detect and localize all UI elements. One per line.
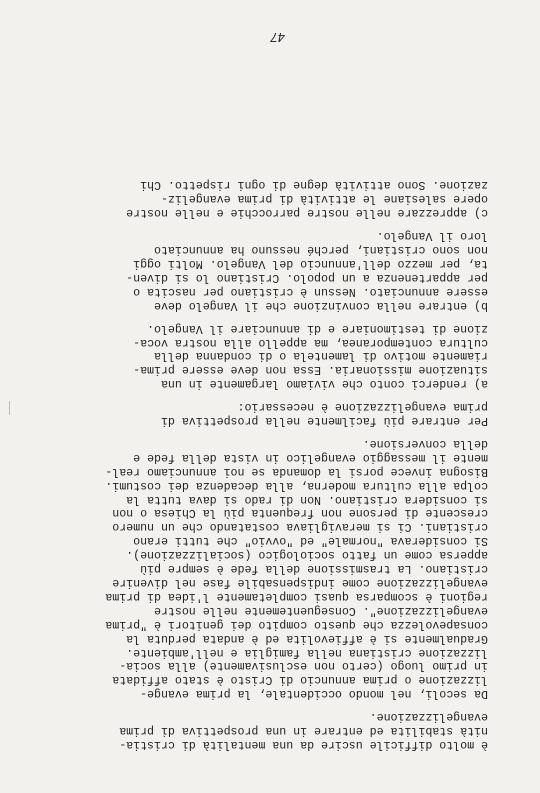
text-line: è molto difficile uscire da una mentalità di cristia- [119,738,488,751]
text-line: opere salesiane le attività di prima evangeliz- [161,192,488,206]
text-line: prima evangelizzazione è necessario: [237,400,488,414]
text-line: consapevolezza che questo compito dei genitori è "prima [105,617,488,631]
text-line: regioni è scomparsa quasi completamente l'idea di prima [105,589,488,603]
text-line: Gradualmente si è affievolita ed è andata perduta la [126,631,488,645]
text-line: mente il messaggio evangelico in vista della fede e [133,450,488,464]
text-line: zione di testimoniare e di annunciare il Vangelo. [147,321,488,335]
page-number: 47 [270,30,285,45]
paragraph-gap [68,390,488,399]
text-line: della conversione. [362,436,488,450]
text-line: evangelizzazione. [369,710,488,724]
text-line: cristiano. La trasmissione della fede è sempre più [140,562,488,576]
text-line: crescente di persone non frequenta più la Chiesa o non [112,506,488,520]
text-line: cultura contemporanea, ma appello alla nostra voca- [133,335,488,349]
text-line: Da secoli, nel mondo occidentale, la prima evange- [140,687,488,701]
body-text [68,178,488,751]
text-line: ta, per mezzo dell'annuncio del Vangelo. Molti oggi [133,257,488,270]
text-line: colpa alla cultura moderna, alla decadenza dei costumi. [105,478,488,492]
text-line: Bisogna invece porsi la domanda se noi annunciamo real- [105,464,488,478]
text-line: c) apprezzare nelle nostre parrocchie e nelle nostre [126,206,488,220]
text-line: essere annunciato. Nessun è cristiano per nascita o [133,284,488,298]
text-line: nità stabilita ed entrare in una prospettiva di prima [119,724,488,738]
paragraph-gap [68,219,488,228]
text-line: riamente motivo di lamentela o di condanna della [154,349,488,363]
text-line: si considera cristiano. Non di rado si dava tutta la [126,492,488,506]
text-line: b) entrare nella convinzione che il Vangelo deve [154,298,488,312]
paragraph-gap [68,700,488,709]
text-line: cristiani. Ci si meravigliava costatando che un numero [112,520,488,534]
paragraph-gap [68,427,488,436]
text-line: Si consideravа "normale" ed "ovvio" che tutti erano [133,534,488,548]
text-line: per appartenenza a un popolo. Cristiano lo si diven- [126,270,488,284]
text-line: in primo luogo (certo non esclusivamente) alla socia- [119,659,488,673]
text-line: lizzazione cristiana nella famiglia e nell'ambiente. [126,645,488,659]
text-line: evangelizzazione come indispensabile fase nel divenire [112,576,488,590]
text-line: situazione missionaria. Essa non deve essere prima- [133,363,488,377]
text-line: evangelizzazione". Conseguentemente nelle nostre [154,603,488,617]
text-line: loro il Vangelo. [376,229,488,243]
text-line: a) renderci conto che viviamo largamente in una [161,377,488,391]
margin-mark [9,401,18,415]
text-line: zazione. Sono attività degne di ogni rispetto. Chi [140,178,488,192]
text-line: Per entrare più facilmente nella prospettiva di [161,414,488,428]
text-line: appersa come un fatto sociologico (socializzazione). [126,548,488,562]
paragraph-gap [68,312,488,321]
text-line: non sono cristiani, perché nessuno ha annunciato [154,243,488,257]
text-line: lizzazione o prima annuncio di Cristo è stato affidata [112,673,488,687]
